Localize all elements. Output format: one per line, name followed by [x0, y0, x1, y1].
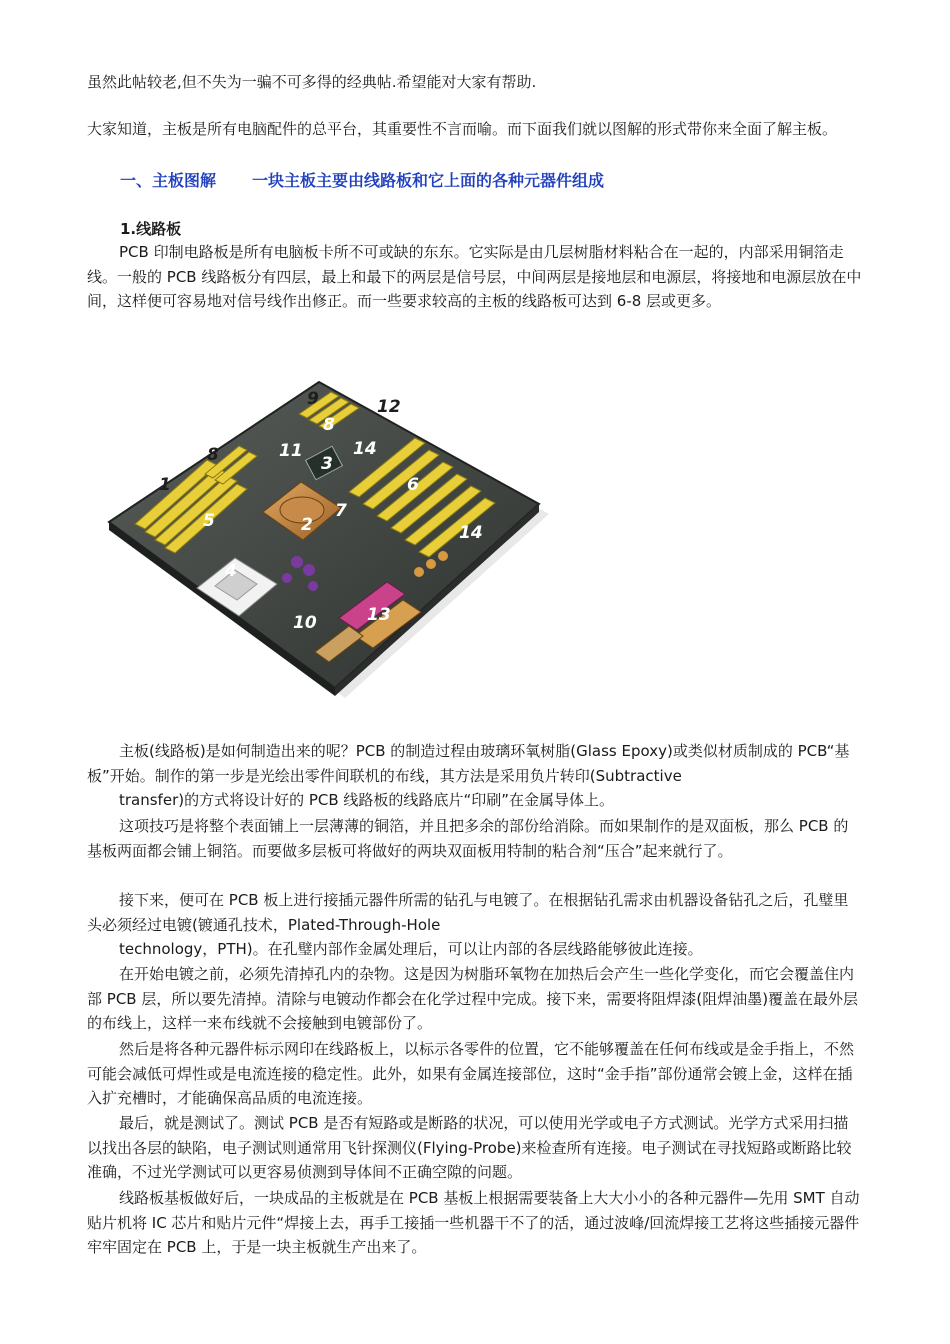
manufacture-text-b: transfer)的方式将设计好的 PCB 线路板的线路底片“印刷”在金属导体上。	[119, 791, 614, 809]
drilling-paragraph	[87, 888, 863, 962]
label-10: 10	[293, 613, 317, 633]
pcb-paragraph: PCB 印制电路板是所有电脑板卡所不可或缺的东东。它实际是由几层树脂材料粘合在一起的，内部采用铜箔走线。一般的 PCB 线路板分有四层，最上和最下的两层是信号层，中间两层是接地层和电源层，将接地和电源层放在中间，这样便可容易地对信号线作出修正。而一些要求较高的主板的线路板可达到 6-8 层或更多。	[87, 243, 862, 310]
motherboard-figure	[87, 362, 565, 722]
label-8a: 8	[207, 445, 219, 465]
drilling-text-a: 接下来，便可在 PCB 板上进行接插元器件所需的钻孔与电镀了。在根据钻孔需求由机器设备钻孔之后，孔璧里头必须经过电镀(镀通孔技术，Plated-Through-Hole	[87, 891, 849, 934]
intro-paragraph: 大家知道，主板是所有电脑配件的总平台，其重要性不言而喻。而下面我们就以图解的形式带你来全面了解主板。	[87, 120, 838, 138]
label-14b: 14	[459, 523, 483, 543]
drilling-text-b: technology，PTH)。在孔璧内部作金属处理后，可以让内部的各层线路能够彼此连接。	[119, 940, 703, 958]
silkscreen-paragraph: 然后是将各种元器件标示网印在线路板上，以标示各零件的位置，它不能够覆盖在任何布线或是金手指上，不然可能会减低可焊性或是电流连接的稳定性。此外，如果有金属连接部位，这时“金手指”部份通常会镀上金，这样在插入扩充槽时，才能确保高品质的电流连接。	[87, 1040, 855, 1107]
cleaning-paragraph: 在开始电镀之前，必须先清掉孔内的杂物。这是因为树脂环氧物在加热后会产生一些化学变化，而它会覆盖住内部 PCB 层，所以要先清掉。清除与电镀动作都会在化学过程中完成。接下来，需要将阻焊漆(阻焊油墨)覆盖在最外层的布线上，这样一来布线就不会接触到电镀部份了。	[87, 965, 859, 1032]
label-13: 13	[367, 605, 391, 625]
label-7: 7	[335, 501, 347, 521]
label-14a: 14	[353, 439, 377, 459]
subsection-heading: 1.线路板	[120, 220, 182, 238]
label-12: 12	[377, 397, 401, 417]
label-5: 5	[203, 511, 215, 531]
manufacture-paragraph	[87, 739, 863, 813]
label-4: 4	[225, 561, 237, 581]
label-1: 1	[159, 475, 171, 495]
motherboard-illustration	[87, 362, 565, 722]
manufacture-text-a: 主板(线路板)是如何制造出来的呢？PCB 的制造过程由玻璃环氧树脂(Glass Epoxy)或类似材质制成的 PCB“基板”开始。制作的第一步是光绘出零件间联机的布线，其方法是采用负片转印(Subtractive	[87, 742, 850, 785]
label-3: 3	[321, 454, 333, 474]
section-heading	[120, 168, 604, 191]
copper-paragraph: 这项技巧是将整个表面铺上一层薄薄的铜箔，并且把多余的部份给消除。而如果制作的是双面板，那么 PCB 的基板两面都会铺上铜箔。而要做多层板可将做好的两块双面板用特制的粘合剂“压合”起来就行了。	[87, 817, 849, 860]
label-6: 6	[407, 475, 419, 495]
label-8b: 8	[323, 415, 335, 435]
label-9: 9	[307, 389, 319, 409]
assembly-paragraph: 线路板基板做好后，一块成品的主板就是在 PCB 基板上根据需要装备上大大小小的各种元器件—先用 SMT 自动贴片机将 IC 芯片和贴片元件“焊接上去，再手工接插一些机器干不了的活，通过波峰/回流焊接工艺将这些插接元器件牢牢固定在 PCB 上，于是一块主板就生产出来了。	[87, 1189, 860, 1256]
intro-line: 虽然此帖较老,但不失为一骗不可多得的经典帖.希望能对大家有帮助.	[87, 73, 537, 91]
section-heading-subtitle: 一块主板主要由线路板和它上面的各种元器件组成	[252, 171, 605, 190]
testing-paragraph: 最后，就是测试了。测试 PCB 是否有短路或是断路的状况，可以使用光学或电子方式测试。光学方式采用扫描以找出各层的缺陷，电子测试则通常用飞针探测仪(Flying-Probe)来检查所有连接。电子测试在寻找短路或断路比较准确，不过光学测试可以更容易侦测到导体间不正确空隙的问题。	[87, 1114, 852, 1181]
section-heading-title: 一、主板图解	[120, 171, 217, 190]
label-11: 11	[279, 441, 303, 461]
label-2: 2	[301, 515, 313, 535]
